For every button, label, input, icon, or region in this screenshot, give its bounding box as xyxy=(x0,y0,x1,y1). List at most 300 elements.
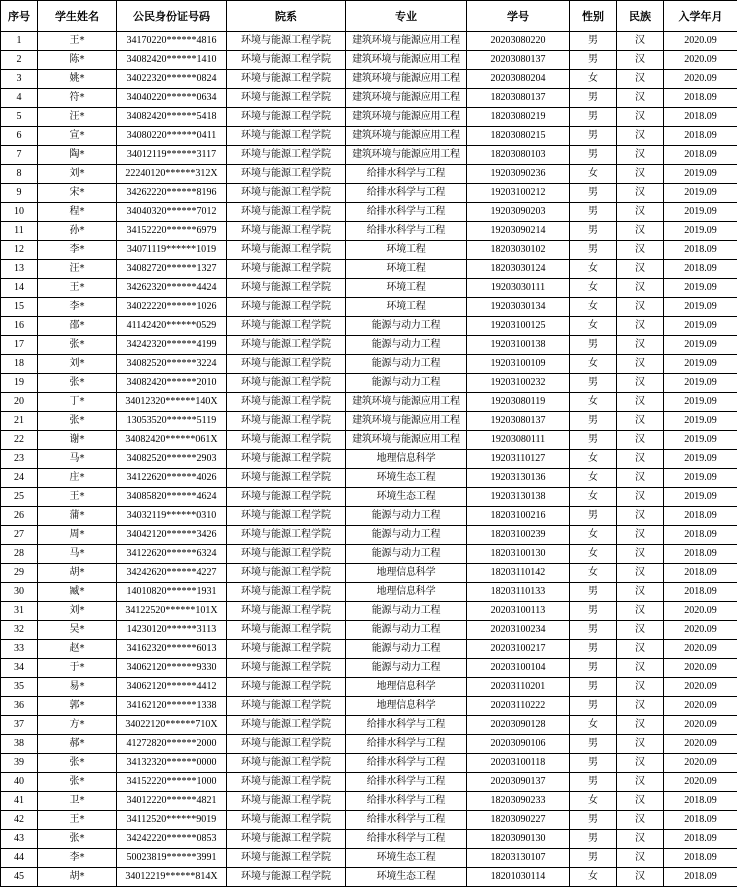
cell-id-number: 34022120******710X xyxy=(117,716,227,735)
cell-student-name: 张* xyxy=(38,412,117,431)
cell-ethnicity: 汉 xyxy=(617,393,664,412)
cell-ethnicity: 汉 xyxy=(617,317,664,336)
table-row xyxy=(1,697,737,716)
cell-enrollment: 2019.09 xyxy=(664,279,737,298)
table-row xyxy=(1,146,737,165)
table-row xyxy=(1,830,737,849)
cell-student-id: 18201030114 xyxy=(467,868,570,887)
table-row xyxy=(1,89,737,108)
cell-student-id: 19203100125 xyxy=(467,317,570,336)
cell-college: 环境与能源工程学院 xyxy=(227,32,346,51)
cell-college: 环境与能源工程学院 xyxy=(227,564,346,583)
cell-college: 环境与能源工程学院 xyxy=(227,507,346,526)
cell-gender: 男 xyxy=(570,412,617,431)
cell-ethnicity: 汉 xyxy=(617,32,664,51)
cell-major: 能源与动力工程 xyxy=(346,602,467,621)
cell-student-name: 王* xyxy=(38,488,117,507)
cell-student-id: 18203090227 xyxy=(467,811,570,830)
cell-student-id: 19203100212 xyxy=(467,184,570,203)
cell-college: 环境与能源工程学院 xyxy=(227,412,346,431)
cell-index: 25 xyxy=(1,488,38,507)
cell-index: 38 xyxy=(1,735,38,754)
cell-index: 7 xyxy=(1,146,38,165)
cell-gender: 女 xyxy=(570,868,617,887)
cell-student-name: 丁* xyxy=(38,393,117,412)
cell-student-name: 程* xyxy=(38,203,117,222)
cell-student-id: 18203080219 xyxy=(467,108,570,127)
table-row xyxy=(1,298,737,317)
cell-index: 42 xyxy=(1,811,38,830)
cell-ethnicity: 汉 xyxy=(617,469,664,488)
cell-id-number: 34082420******5418 xyxy=(117,108,227,127)
cell-id-number: 34062120******9330 xyxy=(117,659,227,678)
cell-gender: 女 xyxy=(570,260,617,279)
cell-college: 环境与能源工程学院 xyxy=(227,165,346,184)
table-row xyxy=(1,317,737,336)
cell-major: 建筑环境与能源应用工程 xyxy=(346,51,467,70)
cell-student-name: 宣* xyxy=(38,127,117,146)
table-row xyxy=(1,811,737,830)
cell-college: 环境与能源工程学院 xyxy=(227,336,346,355)
cell-major: 给排水科学与工程 xyxy=(346,773,467,792)
cell-student-id: 18203100216 xyxy=(467,507,570,526)
cell-gender: 女 xyxy=(570,355,617,374)
cell-gender: 男 xyxy=(570,89,617,108)
cell-student-id: 18203100239 xyxy=(467,526,570,545)
cell-id-number: 34022220******1026 xyxy=(117,298,227,317)
cell-id-number: 34012320******140X xyxy=(117,393,227,412)
cell-id-number: 34132320******0000 xyxy=(117,754,227,773)
cell-index: 35 xyxy=(1,678,38,697)
cell-major: 能源与动力工程 xyxy=(346,355,467,374)
cell-gender: 男 xyxy=(570,127,617,146)
cell-student-id: 20203090128 xyxy=(467,716,570,735)
cell-index: 40 xyxy=(1,773,38,792)
cell-college: 环境与能源工程学院 xyxy=(227,127,346,146)
cell-student-name: 庄* xyxy=(38,469,117,488)
cell-college: 环境与能源工程学院 xyxy=(227,317,346,336)
cell-enrollment: 2019.09 xyxy=(664,412,737,431)
cell-student-name: 张* xyxy=(38,374,117,393)
cell-id-number: 34022320******0824 xyxy=(117,70,227,89)
cell-index: 39 xyxy=(1,754,38,773)
cell-student-name: 王* xyxy=(38,279,117,298)
cell-index: 14 xyxy=(1,279,38,298)
cell-ethnicity: 汉 xyxy=(617,811,664,830)
cell-gender: 女 xyxy=(570,393,617,412)
cell-enrollment: 2019.09 xyxy=(664,431,737,450)
cell-id-number: 34071119******1019 xyxy=(117,241,227,260)
cell-major: 能源与动力工程 xyxy=(346,317,467,336)
cell-enrollment: 2018.09 xyxy=(664,89,737,108)
table-row xyxy=(1,222,737,241)
table-row xyxy=(1,735,737,754)
cell-enrollment: 2019.09 xyxy=(664,203,737,222)
cell-college: 环境与能源工程学院 xyxy=(227,146,346,165)
cell-index: 17 xyxy=(1,336,38,355)
col-header-name: 学生姓名 xyxy=(38,1,117,32)
cell-gender: 女 xyxy=(570,545,617,564)
cell-index: 5 xyxy=(1,108,38,127)
cell-ethnicity: 汉 xyxy=(617,70,664,89)
cell-gender: 女 xyxy=(570,279,617,298)
cell-index: 13 xyxy=(1,260,38,279)
cell-enrollment: 2018.09 xyxy=(664,127,737,146)
table-row xyxy=(1,412,737,431)
table-row xyxy=(1,773,737,792)
cell-student-id: 18203080137 xyxy=(467,89,570,108)
cell-index: 45 xyxy=(1,868,38,887)
cell-index: 12 xyxy=(1,241,38,260)
cell-student-id: 19203100109 xyxy=(467,355,570,374)
cell-ethnicity: 汉 xyxy=(617,773,664,792)
cell-index: 31 xyxy=(1,602,38,621)
cell-index: 34 xyxy=(1,659,38,678)
cell-student-id: 20203100118 xyxy=(467,754,570,773)
cell-student-name: 张* xyxy=(38,830,117,849)
cell-gender: 男 xyxy=(570,849,617,868)
cell-gender: 男 xyxy=(570,431,617,450)
cell-index: 19 xyxy=(1,374,38,393)
cell-student-name: 张* xyxy=(38,754,117,773)
cell-id-number: 34242320******4199 xyxy=(117,336,227,355)
cell-student-name: 刘* xyxy=(38,602,117,621)
cell-index: 29 xyxy=(1,564,38,583)
col-header-gender: 性别 xyxy=(570,1,617,32)
col-header-major: 专业 xyxy=(346,1,467,32)
cell-ethnicity: 汉 xyxy=(617,716,664,735)
cell-major: 建筑环境与能源应用工程 xyxy=(346,108,467,127)
cell-gender: 男 xyxy=(570,602,617,621)
cell-id-number: 22240120******312X xyxy=(117,165,227,184)
cell-student-id: 20203100234 xyxy=(467,621,570,640)
cell-index: 11 xyxy=(1,222,38,241)
cell-index: 23 xyxy=(1,450,38,469)
cell-enrollment: 2019.09 xyxy=(664,374,737,393)
table-row xyxy=(1,545,737,564)
cell-enrollment: 2018.09 xyxy=(664,545,737,564)
cell-college: 环境与能源工程学院 xyxy=(227,355,346,374)
cell-index: 15 xyxy=(1,298,38,317)
cell-enrollment: 2019.09 xyxy=(664,336,737,355)
cell-id-number: 34152220******6979 xyxy=(117,222,227,241)
cell-college: 环境与能源工程学院 xyxy=(227,735,346,754)
cell-enrollment: 2018.09 xyxy=(664,108,737,127)
cell-college: 环境与能源工程学院 xyxy=(227,260,346,279)
table-row xyxy=(1,488,737,507)
cell-student-id: 18203080215 xyxy=(467,127,570,146)
cell-major: 给排水科学与工程 xyxy=(346,830,467,849)
table-row xyxy=(1,716,737,735)
table-row xyxy=(1,70,737,89)
cell-student-name: 刘* xyxy=(38,165,117,184)
cell-index: 44 xyxy=(1,849,38,868)
cell-enrollment: 2018.09 xyxy=(664,146,737,165)
cell-enrollment: 2020.09 xyxy=(664,621,737,640)
cell-college: 环境与能源工程学院 xyxy=(227,659,346,678)
cell-major: 地理信息科学 xyxy=(346,583,467,602)
cell-student-id: 19203080119 xyxy=(467,393,570,412)
cell-gender: 男 xyxy=(570,241,617,260)
cell-ethnicity: 汉 xyxy=(617,450,664,469)
cell-id-number: 34082420******2010 xyxy=(117,374,227,393)
table-row xyxy=(1,184,737,203)
cell-index: 32 xyxy=(1,621,38,640)
cell-student-id: 18203030124 xyxy=(467,260,570,279)
cell-id-number: 34082520******2903 xyxy=(117,450,227,469)
cell-major: 建筑环境与能源应用工程 xyxy=(346,32,467,51)
cell-enrollment: 2019.09 xyxy=(664,393,737,412)
cell-id-number: 34122620******4026 xyxy=(117,469,227,488)
cell-major: 能源与动力工程 xyxy=(346,526,467,545)
cell-student-id: 20203100113 xyxy=(467,602,570,621)
cell-ethnicity: 汉 xyxy=(617,203,664,222)
cell-enrollment: 2020.09 xyxy=(664,678,737,697)
cell-id-number: 34040320******7012 xyxy=(117,203,227,222)
cell-gender: 男 xyxy=(570,507,617,526)
cell-gender: 男 xyxy=(570,811,617,830)
table-row xyxy=(1,51,737,70)
cell-major: 能源与动力工程 xyxy=(346,621,467,640)
cell-student-name: 宋* xyxy=(38,184,117,203)
cell-gender: 男 xyxy=(570,659,617,678)
cell-student-name: 张* xyxy=(38,773,117,792)
cell-student-id: 19203030134 xyxy=(467,298,570,317)
cell-enrollment: 2018.09 xyxy=(664,241,737,260)
table-row xyxy=(1,203,737,222)
cell-index: 37 xyxy=(1,716,38,735)
cell-major: 建筑环境与能源应用工程 xyxy=(346,146,467,165)
cell-college: 环境与能源工程学院 xyxy=(227,51,346,70)
cell-enrollment: 2020.09 xyxy=(664,640,737,659)
cell-id-number: 14010820******1931 xyxy=(117,583,227,602)
table-row xyxy=(1,526,737,545)
table-row xyxy=(1,469,737,488)
cell-gender: 男 xyxy=(570,583,617,602)
cell-gender: 女 xyxy=(570,165,617,184)
cell-major: 能源与动力工程 xyxy=(346,374,467,393)
cell-gender: 男 xyxy=(570,697,617,716)
cell-ethnicity: 汉 xyxy=(617,127,664,146)
cell-id-number: 34112520******9019 xyxy=(117,811,227,830)
cell-student-id: 20203110222 xyxy=(467,697,570,716)
table-row xyxy=(1,659,737,678)
table-row xyxy=(1,279,737,298)
table-row xyxy=(1,374,737,393)
cell-gender: 女 xyxy=(570,716,617,735)
cell-id-number: 34040220******0634 xyxy=(117,89,227,108)
cell-ethnicity: 汉 xyxy=(617,298,664,317)
cell-student-id: 19203110127 xyxy=(467,450,570,469)
cell-enrollment: 2020.09 xyxy=(664,716,737,735)
col-header-ethnicity: 民族 xyxy=(617,1,664,32)
cell-student-name: 陈* xyxy=(38,51,117,70)
cell-index: 3 xyxy=(1,70,38,89)
cell-gender: 女 xyxy=(570,70,617,89)
cell-college: 环境与能源工程学院 xyxy=(227,89,346,108)
cell-ethnicity: 汉 xyxy=(617,868,664,887)
cell-index: 30 xyxy=(1,583,38,602)
cell-college: 环境与能源工程学院 xyxy=(227,298,346,317)
table-row xyxy=(1,754,737,773)
cell-gender: 女 xyxy=(570,792,617,811)
cell-student-name: 蒲* xyxy=(38,507,117,526)
cell-gender: 男 xyxy=(570,146,617,165)
cell-id-number: 13053520******5119 xyxy=(117,412,227,431)
cell-ethnicity: 汉 xyxy=(617,659,664,678)
cell-student-id: 19203080111 xyxy=(467,431,570,450)
cell-gender: 男 xyxy=(570,374,617,393)
cell-ethnicity: 汉 xyxy=(617,222,664,241)
cell-ethnicity: 汉 xyxy=(617,545,664,564)
cell-enrollment: 2018.09 xyxy=(664,811,737,830)
cell-student-name: 孙* xyxy=(38,222,117,241)
cell-student-id: 18203090130 xyxy=(467,830,570,849)
cell-student-name: 马* xyxy=(38,545,117,564)
cell-index: 22 xyxy=(1,431,38,450)
cell-college: 环境与能源工程学院 xyxy=(227,488,346,507)
table-row xyxy=(1,355,737,374)
cell-gender: 女 xyxy=(570,450,617,469)
cell-student-name: 于* xyxy=(38,659,117,678)
cell-college: 环境与能源工程学院 xyxy=(227,450,346,469)
cell-enrollment: 2018.09 xyxy=(664,260,737,279)
cell-college: 环境与能源工程学院 xyxy=(227,716,346,735)
cell-gender: 男 xyxy=(570,678,617,697)
cell-id-number: 34082520******3224 xyxy=(117,355,227,374)
cell-student-id: 18203080103 xyxy=(467,146,570,165)
cell-student-name: 姚* xyxy=(38,70,117,89)
cell-college: 环境与能源工程学院 xyxy=(227,868,346,887)
cell-enrollment: 2019.09 xyxy=(664,298,737,317)
cell-id-number: 34082420******1410 xyxy=(117,51,227,70)
cell-student-id: 19203100232 xyxy=(467,374,570,393)
cell-gender: 女 xyxy=(570,564,617,583)
cell-college: 环境与能源工程学院 xyxy=(227,184,346,203)
cell-college: 环境与能源工程学院 xyxy=(227,431,346,450)
cell-id-number: 34085820******4624 xyxy=(117,488,227,507)
cell-enrollment: 2019.09 xyxy=(664,469,737,488)
col-header-id-number: 公民身份证号码 xyxy=(117,1,227,32)
cell-index: 28 xyxy=(1,545,38,564)
cell-index: 18 xyxy=(1,355,38,374)
cell-id-number: 14230120******3113 xyxy=(117,621,227,640)
cell-major: 环境工程 xyxy=(346,279,467,298)
cell-ethnicity: 汉 xyxy=(617,108,664,127)
table-row xyxy=(1,678,737,697)
cell-college: 环境与能源工程学院 xyxy=(227,640,346,659)
cell-student-id: 20203080220 xyxy=(467,32,570,51)
cell-enrollment: 2019.09 xyxy=(664,488,737,507)
cell-major: 给排水科学与工程 xyxy=(346,792,467,811)
cell-gender: 男 xyxy=(570,203,617,222)
cell-college: 环境与能源工程学院 xyxy=(227,697,346,716)
cell-index: 24 xyxy=(1,469,38,488)
cell-major: 地理信息科学 xyxy=(346,450,467,469)
table-row xyxy=(1,241,737,260)
cell-student-id: 19203130136 xyxy=(467,469,570,488)
cell-ethnicity: 汉 xyxy=(617,279,664,298)
cell-index: 2 xyxy=(1,51,38,70)
cell-index: 33 xyxy=(1,640,38,659)
cell-student-name: 方* xyxy=(38,716,117,735)
cell-student-name: 李* xyxy=(38,241,117,260)
cell-student-name: 郝* xyxy=(38,735,117,754)
cell-student-id: 20203110201 xyxy=(467,678,570,697)
col-header-college: 院系 xyxy=(227,1,346,32)
cell-student-id: 19203080137 xyxy=(467,412,570,431)
cell-enrollment: 2020.09 xyxy=(664,697,737,716)
cell-ethnicity: 汉 xyxy=(617,621,664,640)
cell-ethnicity: 汉 xyxy=(617,146,664,165)
cell-major: 环境工程 xyxy=(346,260,467,279)
cell-college: 环境与能源工程学院 xyxy=(227,754,346,773)
cell-index: 9 xyxy=(1,184,38,203)
cell-ethnicity: 汉 xyxy=(617,754,664,773)
cell-gender: 女 xyxy=(570,469,617,488)
cell-major: 地理信息科学 xyxy=(346,697,467,716)
cell-ethnicity: 汉 xyxy=(617,336,664,355)
cell-major: 给排水科学与工程 xyxy=(346,735,467,754)
cell-ethnicity: 汉 xyxy=(617,792,664,811)
cell-enrollment: 2020.09 xyxy=(664,32,737,51)
cell-major: 建筑环境与能源应用工程 xyxy=(346,89,467,108)
cell-ethnicity: 汉 xyxy=(617,260,664,279)
cell-id-number: 34262320******4424 xyxy=(117,279,227,298)
cell-student-id: 19203090236 xyxy=(467,165,570,184)
cell-college: 环境与能源工程学院 xyxy=(227,830,346,849)
cell-id-number: 34242620******4227 xyxy=(117,564,227,583)
cell-major: 环境生态工程 xyxy=(346,488,467,507)
table-row xyxy=(1,792,737,811)
cell-ethnicity: 汉 xyxy=(617,849,664,868)
cell-college: 环境与能源工程学院 xyxy=(227,108,346,127)
cell-ethnicity: 汉 xyxy=(617,564,664,583)
cell-id-number: 34012219******814X xyxy=(117,868,227,887)
table-row xyxy=(1,640,737,659)
cell-index: 1 xyxy=(1,32,38,51)
cell-student-name: 李* xyxy=(38,849,117,868)
cell-student-id: 18203110142 xyxy=(467,564,570,583)
cell-major: 环境工程 xyxy=(346,241,467,260)
cell-ethnicity: 汉 xyxy=(617,602,664,621)
cell-index: 20 xyxy=(1,393,38,412)
cell-major: 建筑环境与能源应用工程 xyxy=(346,412,467,431)
cell-student-name: 王* xyxy=(38,811,117,830)
cell-ethnicity: 汉 xyxy=(617,355,664,374)
cell-ethnicity: 汉 xyxy=(617,583,664,602)
cell-major: 环境生态工程 xyxy=(346,469,467,488)
cell-enrollment: 2020.09 xyxy=(664,70,737,89)
cell-student-name: 易* xyxy=(38,678,117,697)
cell-student-name: 胡* xyxy=(38,564,117,583)
cell-enrollment: 2020.09 xyxy=(664,735,737,754)
cell-student-id: 19203090203 xyxy=(467,203,570,222)
cell-student-id: 20203090137 xyxy=(467,773,570,792)
cell-index: 4 xyxy=(1,89,38,108)
cell-gender: 女 xyxy=(570,298,617,317)
cell-enrollment: 2018.09 xyxy=(664,507,737,526)
cell-ethnicity: 汉 xyxy=(617,678,664,697)
cell-major: 建筑环境与能源应用工程 xyxy=(346,431,467,450)
cell-enrollment: 2019.09 xyxy=(664,222,737,241)
cell-major: 环境生态工程 xyxy=(346,849,467,868)
cell-enrollment: 2018.09 xyxy=(664,526,737,545)
cell-gender: 女 xyxy=(570,317,617,336)
cell-college: 环境与能源工程学院 xyxy=(227,849,346,868)
cell-enrollment: 2020.09 xyxy=(664,773,737,792)
cell-student-id: 20203090106 xyxy=(467,735,570,754)
